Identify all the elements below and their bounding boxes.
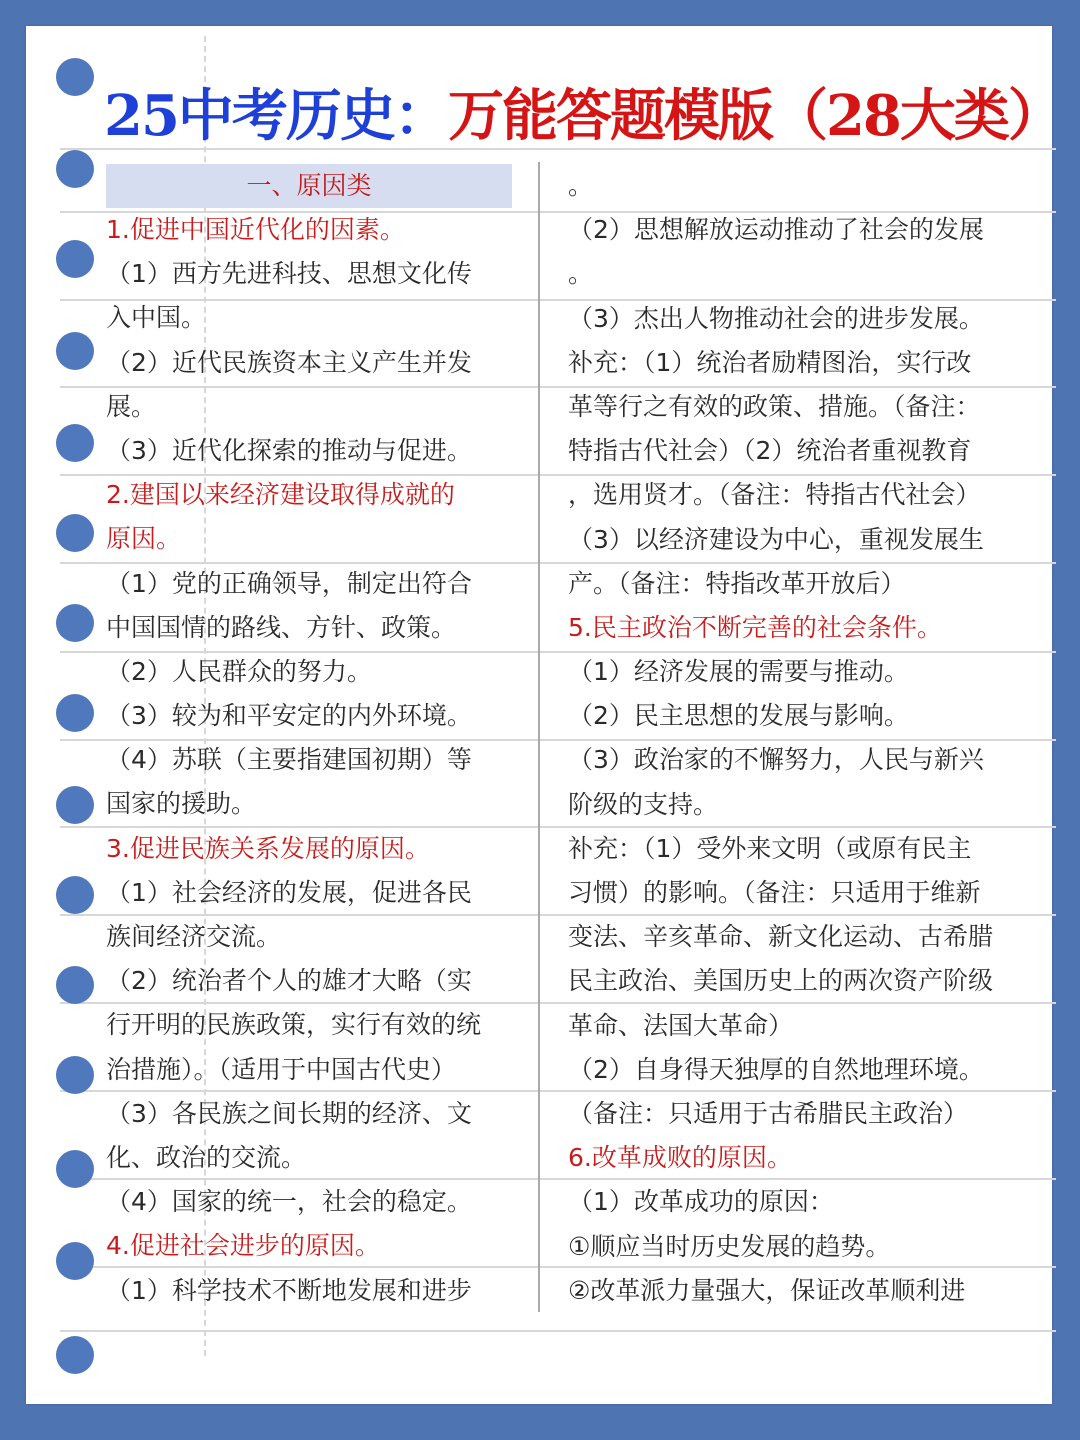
answer-line: （3）各民族之间长期的经济、文: [106, 1098, 472, 1128]
binder-hole: [56, 240, 94, 278]
answer-line: 阶级的支持。: [568, 789, 719, 819]
answer-line: （2）近代民族资本主义产生并发: [106, 347, 472, 377]
title-main: 万能答题模版（28大类）: [447, 83, 1062, 149]
answer-line: 行开明的民族政策，实行有效的统: [106, 1010, 482, 1040]
answer-line: （3）近代化探索的推动与促进。: [106, 435, 472, 465]
answer-line: 革命、法国大革命）: [568, 1010, 794, 1040]
binder-hole: [56, 966, 94, 1004]
binder-hole: [56, 876, 94, 914]
answer-line: （4）国家的统一，社会的稳定。: [106, 1187, 472, 1217]
answer-line: （3）政治家的不懈努力，人民与新兴: [568, 745, 984, 775]
right-lines: [568, 164, 1038, 1313]
answer-line: （2）思想解放运动推动了社会的发展: [568, 215, 984, 245]
answer-line: 革等行之有效的政策、措施。（备注：: [568, 391, 981, 421]
answer-line: （2）民主思想的发展与影响。: [568, 701, 909, 731]
answer-line: （1）科学技术不断地发展和进步: [106, 1275, 472, 1305]
answer-line: 入中国。: [106, 303, 207, 333]
question-heading: 原因。: [106, 524, 182, 554]
answer-line: ②改革派力量强大，保证改革顺利进: [568, 1275, 966, 1305]
binder-hole: [56, 424, 94, 462]
answer-line: 补充：（1）统治者励精图治，实行改: [568, 347, 972, 377]
column-divider: [538, 162, 540, 1312]
answer-line: 习惯）的影响。（备注：只适用于维新: [568, 878, 981, 907]
answer-line: ，选用贤才。（备注：特指古代社会）: [568, 480, 981, 510]
answer-line: （2）自身得天独厚的自然地理环境。: [568, 1054, 984, 1084]
answer-line: 化、政治的交流。: [106, 1142, 307, 1172]
answer-line: （1）改革成功的原因：: [568, 1187, 834, 1217]
section-heading: 一、原因类: [106, 164, 512, 208]
answer-line: （1）西方先进科技、思想文化传: [106, 259, 472, 289]
answer-line: 产。（备注：特指改革开放后）: [568, 568, 906, 598]
title-prefix: 25中考历史：: [104, 83, 448, 149]
answer-line: 族间经济交流。: [106, 922, 282, 951]
answer-line: （3）以经济建设为中心，重视发展生: [568, 524, 984, 554]
answer-line: （1）社会经济的发展，促进各民: [106, 877, 472, 907]
binder-hole: [56, 514, 94, 552]
binder-hole: [56, 1242, 94, 1280]
binder-hole: [56, 694, 94, 732]
answer-line: （备注：只适用于古希腊民主政治）: [568, 1098, 969, 1128]
answer-line: （1）经济发展的需要与推动。: [568, 657, 909, 687]
answer-line: 展。: [106, 391, 157, 421]
answer-line: 中国国情的路线、方针、政策。: [106, 612, 457, 642]
question-heading: 4.促进社会进步的原因。: [106, 1231, 380, 1261]
answer-line: 。: [568, 259, 594, 289]
answer-line: 补充：（1）受外来文明（或原有民主: [568, 833, 972, 863]
answer-line: 变法、辛亥革命、新文化运动、古希腊: [568, 922, 994, 952]
binder-hole: [56, 58, 94, 96]
question-heading: 6.改革成败的原因。: [568, 1143, 792, 1173]
right-column: [568, 164, 1038, 1313]
answer-line: （3）较为和平安定的内外环境。: [106, 701, 472, 731]
binder-hole: [56, 1336, 94, 1374]
binder-hole: [56, 332, 94, 370]
binder-hole: [56, 786, 94, 824]
answer-line: （4）苏联（主要指建国初期）等: [106, 745, 472, 775]
answer-line: （2）统治者个人的雄才大略（实: [106, 966, 472, 996]
answer-line: 民主政治、美国历史上的两次资产阶级: [568, 966, 994, 996]
ruled-line: [60, 1330, 1056, 1332]
answer-line: ①顺应当时历史发展的趋势。: [568, 1231, 891, 1261]
binder-hole: [56, 150, 94, 188]
answer-line: 特指古代社会）（2）统治者重视教育: [568, 436, 972, 466]
left-column: [106, 164, 518, 1313]
answer-line: 治措施）。（适用于中国古代史）: [106, 1054, 457, 1084]
binder-hole: [56, 604, 94, 642]
question-heading: 3.促进民族关系发展的原因。: [106, 833, 430, 863]
page-title: [104, 78, 1064, 154]
question-heading: 5.民主政治不断完善的社会条件。: [568, 612, 942, 642]
answer-line: 。: [568, 171, 594, 200]
binder-hole: [56, 1056, 94, 1094]
binder-hole: [56, 1150, 94, 1188]
question-heading: 1.促进中国近代化的因素。: [106, 215, 405, 244]
question-heading: 2.建国以来经济建设取得成就的: [106, 480, 455, 510]
answer-line: （3）杰出人物推动社会的进步发展。: [568, 303, 984, 333]
answer-line: 国家的援助。: [106, 789, 257, 819]
answer-line: （1）党的正确领导，制定出符合: [106, 568, 472, 598]
left-lines: [106, 208, 518, 1313]
answer-line: （2）人民群众的努力。: [106, 656, 372, 686]
